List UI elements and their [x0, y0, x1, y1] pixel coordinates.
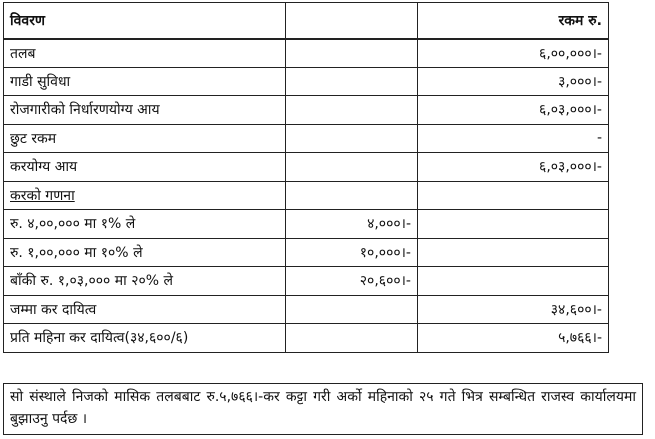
row-amount: ६,००,०००।-: [418, 39, 609, 68]
row-amount: ३४,६००।-: [418, 295, 609, 324]
table-row: [4, 124, 609, 153]
row-label: छुट रकम: [4, 124, 286, 153]
row-amount: ६,०३,०००।-: [418, 153, 609, 182]
row-middle: [286, 67, 418, 96]
tax-calculation-table: [3, 2, 609, 353]
row-label: [4, 181, 286, 210]
row-amount: ६,०३,०००।-: [418, 96, 609, 125]
row-amount: [418, 210, 609, 239]
row-label: बाँकी रु. १,०३,००० मा २०% ले: [4, 267, 286, 296]
row-label: रु. ४,००,००० मा १% ले: [4, 210, 286, 239]
row-amount: ३,०००।-: [418, 67, 609, 96]
row-label: गाडी सुविधा: [4, 67, 286, 96]
header-middle: [286, 3, 418, 39]
row-middle: [286, 324, 418, 353]
row-amount: -: [418, 124, 609, 153]
table-row: [4, 324, 609, 353]
table-row: [4, 96, 609, 125]
row-label: रोजगारीको निर्धारणयोग्य आय: [4, 96, 286, 125]
table-row: [4, 153, 609, 182]
row-amount: [418, 238, 609, 267]
row-label: प्रति महिना कर दायित्व(३४,६००/६): [4, 324, 286, 353]
row-middle: [286, 295, 418, 324]
header-description: विवरण: [4, 3, 286, 39]
table-row: [4, 181, 609, 210]
section-heading-tax-calculation: करको गणना: [10, 187, 75, 204]
row-label: तलब: [4, 39, 286, 68]
row-middle: [286, 124, 418, 153]
table-row: [4, 39, 609, 68]
row-amount: [418, 267, 609, 296]
table-row: [4, 210, 609, 239]
table-row: [4, 238, 609, 267]
row-middle: [286, 39, 418, 68]
remark-note: सो संस्थाले निजको मासिक तलबबाट रु.५,७६६।-कर कट्टा गरी अर्को महिनाको २५ गते भित्र सम्बन्धित राजस्व कार्यालयमा बुझाउनु पर्दछ ।: [3, 383, 643, 435]
row-middle: [286, 181, 418, 210]
row-middle: [286, 153, 418, 182]
row-middle: २०,६००।-: [286, 267, 418, 296]
row-middle: १०,०००।-: [286, 238, 418, 267]
table-header-row: [4, 3, 609, 39]
table-row: [4, 267, 609, 296]
row-middle: ४,०००।-: [286, 210, 418, 239]
header-amount: रकम रु.: [418, 3, 609, 39]
row-middle: [286, 96, 418, 125]
row-label: जम्मा कर दायित्व: [4, 295, 286, 324]
row-amount: ५,७६६।-: [418, 324, 609, 353]
table-row: [4, 67, 609, 96]
row-label: करयोग्य आय: [4, 153, 286, 182]
row-amount: [418, 181, 609, 210]
table-row: [4, 295, 609, 324]
row-label: रु. १,००,००० मा १०% ले: [4, 238, 286, 267]
